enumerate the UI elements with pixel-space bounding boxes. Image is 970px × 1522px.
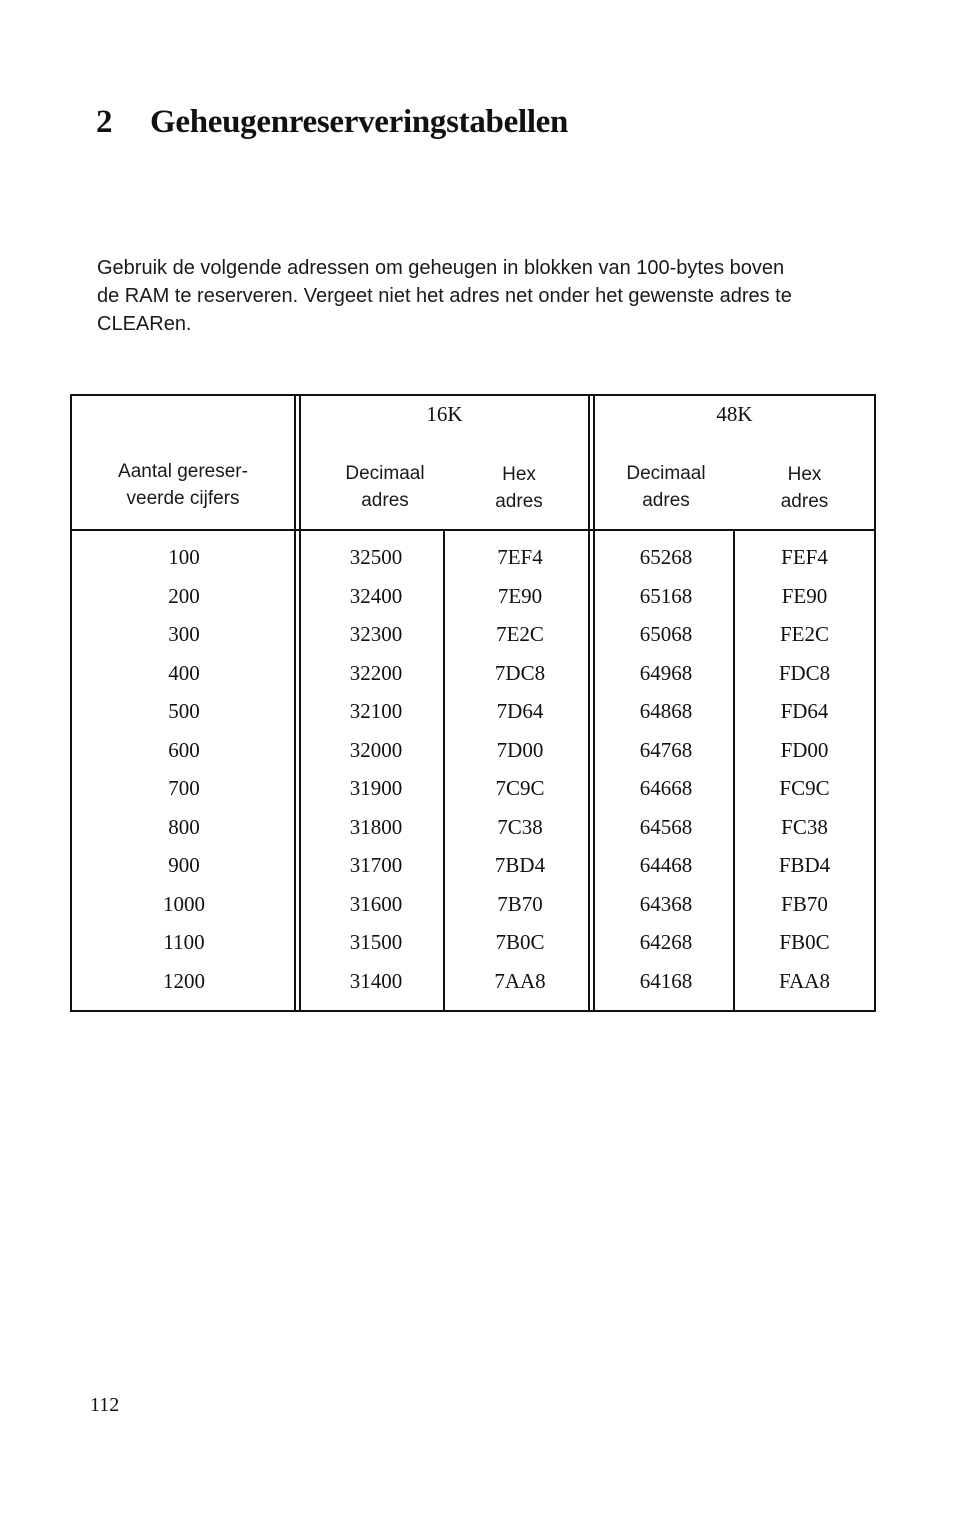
cell-decimal-16k: 32400	[349, 583, 403, 608]
cell-count: 500	[168, 699, 200, 723]
cell-hex-16k: 7BD4	[494, 853, 546, 877]
cell-hex-48k: FC38	[781, 814, 828, 839]
cell-decimal-16k: 31700	[349, 853, 403, 877]
cell-hex-16k: 7D64	[496, 699, 544, 723]
cell-hex-16k: 7C38	[497, 814, 543, 839]
cell-hex-48k: FEF4	[781, 545, 828, 569]
chapter-number: 2	[96, 104, 113, 140]
cell-hex-48k: FB0C	[779, 930, 830, 954]
cell-hex-48k: FE90	[781, 583, 828, 608]
cell-decimal-16k: 32500	[349, 545, 403, 569]
cell-hex-16k: 7E90	[497, 583, 543, 608]
cell-decimal-16k: 32300	[349, 622, 403, 646]
cell-count: 1200	[163, 968, 205, 993]
table-row	[72, 808, 874, 847]
cell-decimal-16k: 31600	[349, 891, 403, 916]
table-row	[72, 692, 874, 731]
cell-hex-48k: FD64	[780, 699, 829, 723]
cell-count: 700	[168, 776, 200, 800]
table-row	[72, 731, 874, 770]
cell-hex-16k: 7D00	[496, 737, 544, 762]
cell-hex-16k: 7EF4	[497, 545, 543, 569]
column-header-hex-48k: Hex adres	[780, 464, 829, 512]
cell-hex-48k: FE2C	[779, 622, 829, 646]
table-row	[72, 577, 874, 616]
cell-hex-16k: 7C9C	[495, 776, 545, 800]
column-header-hex-16k: Hex adres	[495, 464, 543, 512]
cell-decimal-48k: 65068	[639, 622, 693, 646]
cell-decimal-16k: 32100	[349, 699, 403, 723]
cell-hex-48k: FB70	[781, 891, 828, 916]
cell-decimal-48k: 64368	[639, 891, 693, 916]
cell-decimal-16k: 32000	[349, 737, 403, 762]
cell-count: 1100	[163, 930, 205, 954]
memory-reservation-table	[70, 394, 876, 1012]
column-header-count: Aantal gereser- veerde cijfers	[118, 461, 248, 509]
cell-decimal-48k: 64268	[639, 930, 693, 954]
cell-decimal-48k: 65268	[639, 545, 693, 569]
cell-hex-48k: FC9C	[779, 776, 830, 800]
cell-count: 600	[168, 737, 200, 762]
cell-decimal-16k: 31800	[349, 814, 403, 839]
cell-decimal-16k: 31400	[349, 968, 403, 993]
table-row	[72, 769, 874, 808]
cell-count: 800	[168, 814, 200, 839]
cell-hex-16k: 7E2C	[496, 622, 544, 646]
cell-decimal-16k: 31500	[349, 930, 403, 954]
cell-hex-48k: FD00	[780, 737, 829, 762]
table-row	[72, 654, 874, 693]
table-row	[72, 923, 874, 962]
table-row	[72, 962, 874, 1001]
cell-count: 900	[168, 853, 200, 877]
chapter-heading	[96, 104, 568, 141]
table-row	[72, 538, 874, 577]
intro-paragraph	[97, 254, 877, 338]
cell-decimal-48k: 64568	[639, 814, 693, 839]
page-number: 112	[90, 1394, 120, 1416]
chapter-title: Geheugenreserveringstabellen	[150, 104, 569, 140]
cell-count: 200	[168, 583, 200, 608]
cell-decimal-48k: 64968	[639, 660, 693, 685]
cell-hex-48k: FBD4	[778, 853, 831, 877]
cell-decimal-48k: 64768	[639, 737, 693, 762]
cell-decimal-48k: 64668	[639, 776, 693, 800]
cell-hex-16k: 7B0C	[495, 930, 545, 954]
column-header-decimal-48k: Decimaal adres	[626, 463, 706, 511]
intro-line: de RAM te reserveren. Vergeet niet het adres net onder het gewenste adres te	[97, 285, 792, 307]
cell-count: 400	[168, 660, 200, 685]
table-row	[72, 615, 874, 654]
cell-decimal-48k: 64168	[639, 968, 693, 993]
cell-count: 1000	[163, 891, 205, 916]
cell-decimal-16k: 31900	[349, 776, 403, 800]
cell-hex-48k: FAA8	[779, 968, 830, 993]
header-divider	[72, 529, 874, 531]
cell-hex-16k: 7B70	[497, 891, 543, 916]
column-header-decimal-16k: Decimaal adres	[345, 463, 425, 511]
cell-hex-16k: 7DC8	[494, 660, 546, 685]
intro-line: CLEARen.	[97, 313, 192, 335]
cell-decimal-16k: 32200	[349, 660, 403, 685]
cell-hex-48k: FDC8	[778, 660, 831, 685]
cell-decimal-48k: 64468	[639, 853, 693, 877]
table-row	[72, 885, 874, 924]
cell-decimal-48k: 64868	[639, 699, 693, 723]
intro-line: Gebruik de volgende adressen om geheugen in blokken van 100-bytes boven	[97, 257, 785, 279]
group-header-48k: 48K	[716, 402, 753, 426]
cell-count: 300	[168, 622, 200, 646]
cell-decimal-48k: 65168	[639, 583, 693, 608]
table-row	[72, 846, 874, 885]
cell-count: 100	[168, 545, 200, 569]
cell-hex-16k: 7AA8	[494, 968, 546, 993]
group-header-16k: 16K	[426, 402, 463, 426]
